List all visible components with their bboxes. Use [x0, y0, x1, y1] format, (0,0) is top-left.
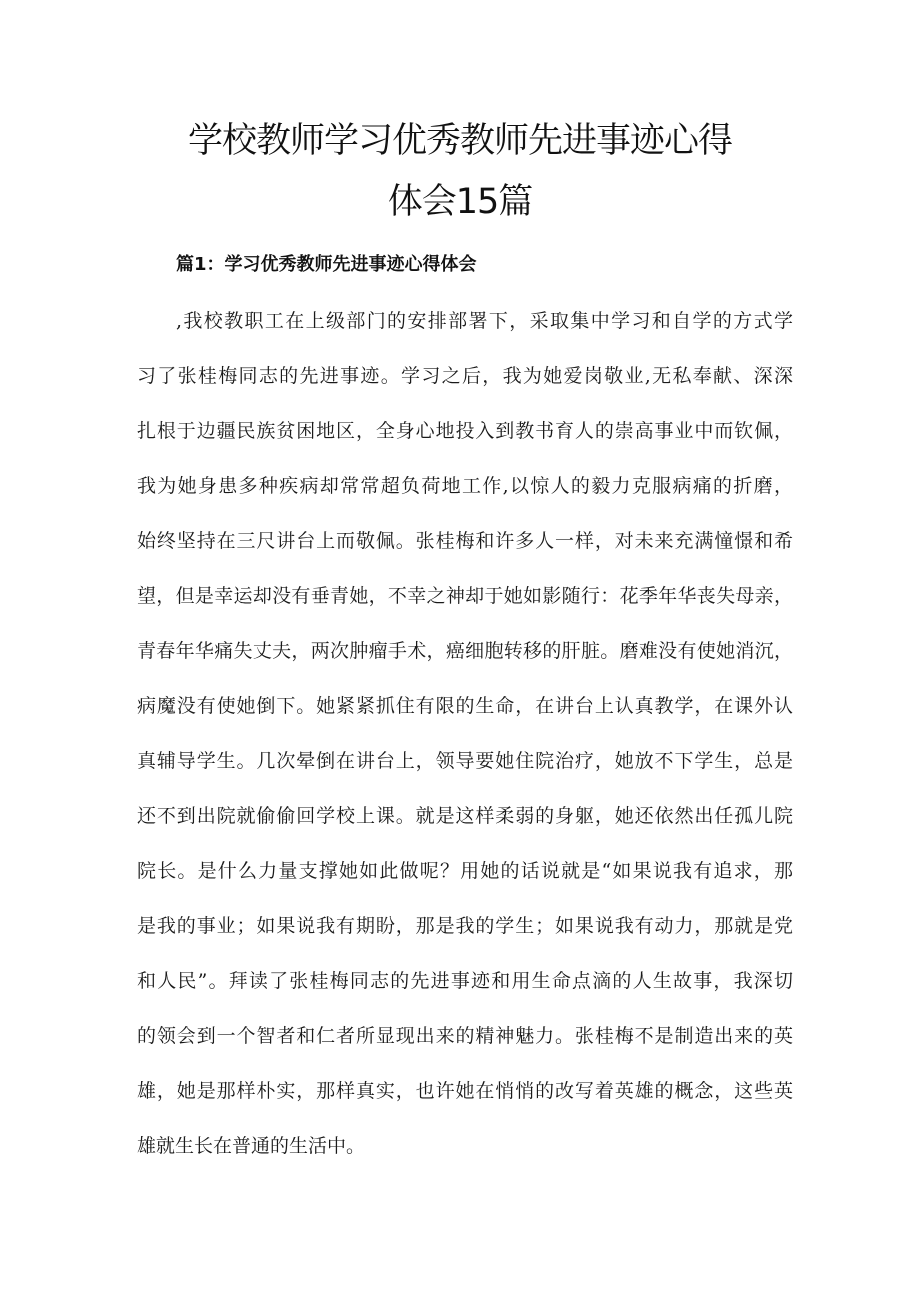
- paragraph-line: 是我的事业；如果说我有期盼，那是我的学生；如果说我有动力，那就是党: [137, 915, 793, 937]
- paragraph-line: 还不到出院就偷偷回学校上课。就是这样柔弱的身躯，她还依然出任孤儿院: [137, 805, 793, 827]
- document-title-line-2: 体会15篇: [387, 182, 533, 222]
- paragraph-line: 雄，她是那样朴实，那样真实，也许她在悄悄的改写着英雄的概念，这些英: [137, 1080, 793, 1102]
- paragraph-line: 青春年华痛失丈夫，两次肿瘤手术，癌细胞转移的肝脏。磨难没有使她消沉，: [137, 640, 793, 662]
- paragraph-line: 雄就生长在普通的生活中。: [137, 1135, 366, 1157]
- paragraph-line: 始终坚持在三尺讲台上而敬佩。张桂梅和许多人一样，对未来充满憧憬和希: [137, 530, 793, 552]
- section-heading: 篇1：学习优秀教师先进事迹心得体会: [176, 254, 477, 275]
- paragraph-line: 院长。是什么力量支撑她如此做呢？用她的话说就是“如果说我有追求，那: [137, 860, 793, 882]
- paragraph-line: 的领会到一个智者和仁者所显现出来的精神魅力。张桂梅不是制造出来的英: [137, 1025, 793, 1047]
- paragraph-line: ,我校教职工在上级部门的安排部署下，采取集中学习和自学的方式学: [176, 310, 793, 332]
- paragraph-line: 我为她身患多种疾病却常常超负荷地工作,以惊人的毅力克服病痛的折磨，: [137, 475, 793, 497]
- document-title-line-1: 学校教师学习优秀教师先进事迹心得: [187, 121, 732, 161]
- paragraph-line: 望，但是幸运却没有垂青她，不幸之神却于她如影随行：花季年华丧失母亲，: [137, 585, 793, 607]
- paragraph-line: 真辅导学生。几次晕倒在讲台上，领导要她住院治疗，她放不下学生，总是: [137, 750, 793, 772]
- paragraph-line: 病魔没有使她倒下。她紧紧抓住有限的生命，在讲台上认真教学，在课外认: [137, 695, 793, 717]
- paragraph-line: 扎根于边疆民族贫困地区，全身心地投入到教书育人的崇高事业中而钦佩，: [137, 420, 793, 442]
- paragraph-line: 习了张桂梅同志的先进事迹。学习之后，我为她爱岗敬业,无私奉献、深深: [137, 365, 793, 387]
- paragraph-line: 和人民”。拜读了张桂梅同志的先进事迹和用生命点滴的人生故事，我深切: [137, 970, 793, 992]
